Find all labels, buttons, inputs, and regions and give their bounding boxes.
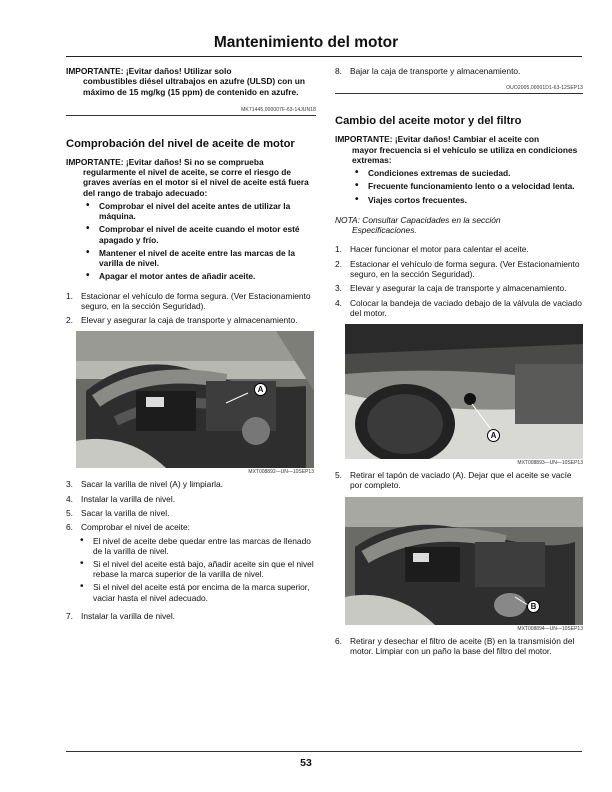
figure-caption: MXT008893—UN—10SEP13 [517,460,583,467]
right-column [335,66,583,656]
oil-change-steps-3 [335,636,583,657]
important-fuel-rest: combustibles diésel ultrabajos en azufre (ULSD) con un máximo de 15 mg/kg (15 ppm) de contenido en azufre. [83,76,305,97]
oil-check-step-8 [335,66,583,76]
important-extreme-first: IMPORTANTE: ¡Evitar daños! Cambiar el aceite con [335,134,540,145]
page-number: 53 [300,757,312,769]
oil-level-bullets [66,536,316,603]
important-oil-bullets [66,201,316,281]
step-item: 2. Estacionar el vehículo de forma segura. (Ver Estacionamiento seguro, en la sección Seguridad). [335,258,580,279]
step-item: 3. Elevar y asegurar la caja de transporte y almacenamiento. [335,283,567,294]
figure-caption: MXT008894—UN—10SEP13 [517,625,583,632]
figure-drain-plug [345,324,583,466]
list-item: • Condiciones extremas de suciedad. [355,168,583,178]
step-item: 4. Colocar la bandeja de vaciado debajo de la válvula de vaciado del motor. [335,297,582,318]
footer-rule [66,751,582,752]
oil-filter-photo [345,497,583,625]
title-rule [66,56,582,57]
list-item: • Si el nivel del aceite está bajo, añadir aceite sin que el nivel rebase la marca superior de la varilla de nivel. [80,559,316,579]
oil-check-steps-3 [66,611,316,621]
step-item: 4. Instalar la varilla de nivel. [66,493,176,504]
step-item: 1. Hacer funcionar el motor para calentar el aceite. [335,244,529,255]
important-extreme-conditions [335,134,583,165]
extreme-conditions-bullets [335,168,583,205]
engine-dipstick-photo [76,331,314,468]
step-item: 6. Comprobar el nivel de aceite: [66,522,190,533]
list-item: • Comprobar el nivel del aceite antes de utilizar la máquina. [86,201,316,221]
figure-caption: MXT008892—UN—10SEP13 [248,469,314,476]
list-item: • El nivel de aceite debe quedar entre las marcas de llenado de la varilla de nivel. [80,536,316,556]
note-first: NOTA: Consultar Capacidades en la sección [335,214,501,225]
note-rest: Especificaciones. [352,225,417,236]
left-column [66,66,316,621]
callout-a: A [487,429,500,442]
step-item: 7. Instalar la varilla de nivel. [66,610,176,621]
callout-b: B [527,600,540,613]
step-item: 6. Retirar y desechar el filtro de aceite (B) en la transmisión del motor. Limpiar con un paño la base del filtro del motor. [335,635,575,657]
drain-plug-photo [345,324,583,459]
important-extreme-rest: mayor frecuencia si el vehículo se utiliza en condiciones extremas: [352,144,578,165]
figure-oil-filter [345,497,583,632]
step-item: 8. Bajar la caja de transporte y almacenamiento. [335,66,521,76]
oil-change-steps-2 [335,470,583,491]
reference-code: MK71445,000007F-63-14JUN18 [241,106,316,113]
reference-code: OUO2005,00001D1-63-12SEP13 [506,85,583,92]
oil-check-steps-2 [66,479,316,532]
step-item: 2. Elevar y asegurar la caja de transporte y almacenamiento. [66,315,298,326]
section-rule [335,93,583,94]
list-item: • Apagar el motor antes de añadir aceite. [86,271,316,281]
list-item: • Comprobar el nivel de aceite cuando el motor esté apagado y frío. [86,224,316,244]
important-fuel-first: IMPORTANTE: ¡Evitar daños! Utilizar solo [66,66,232,76]
important-fuel-notice [66,66,316,97]
step-item: 5. Retirar el tapón de vaciado (A). Dejar que el aceite se vacíe por completo. [335,470,572,491]
section-title-oil-change: Cambio del aceite motor y del filtro [335,115,522,128]
list-item: • Si el nivel del aceite está por encima de la marca superior, vaciar hasta el nivel adecuado. [80,582,316,602]
list-item: • Viajes cortos frecuentes. [355,195,583,205]
figure-dipstick [76,331,314,475]
page-title: Mantenimiento del motor [213,34,399,51]
step-item: 5. Sacar la varilla de nivel. [66,507,170,518]
section-title-oil-check: Comprobación del nivel de aceite de motor [66,137,295,150]
note-capacities [335,215,583,236]
important-oil-first: IMPORTANTE: ¡Evitar daños! Si no se comprueba [66,156,264,167]
section-rule [66,115,316,116]
step-item: 3. Sacar la varilla de nivel (A) y limpiarla. [66,479,223,490]
important-oil-rest: regularmente el nivel de aceite, se corre el riesgo de graves averías en el motor si el nivel de aceite está fuera del rango de trabajo adecuado: [83,167,309,198]
list-item: • Frecuente funcionamiento lento o a velocidad lenta. [355,181,583,191]
callout-a: A [254,383,267,396]
step-item: 1. Estacionar el vehículo de forma segura. (Ver Estacionamiento seguro, en la sección Seguridad). [66,290,311,311]
oil-change-steps-1 [335,244,583,318]
oil-check-steps-1 [66,291,316,326]
important-oil-level-notice [66,157,316,198]
list-item: • Mantener el nivel de aceite entre las marcas de la varilla de nivel. [86,248,316,268]
